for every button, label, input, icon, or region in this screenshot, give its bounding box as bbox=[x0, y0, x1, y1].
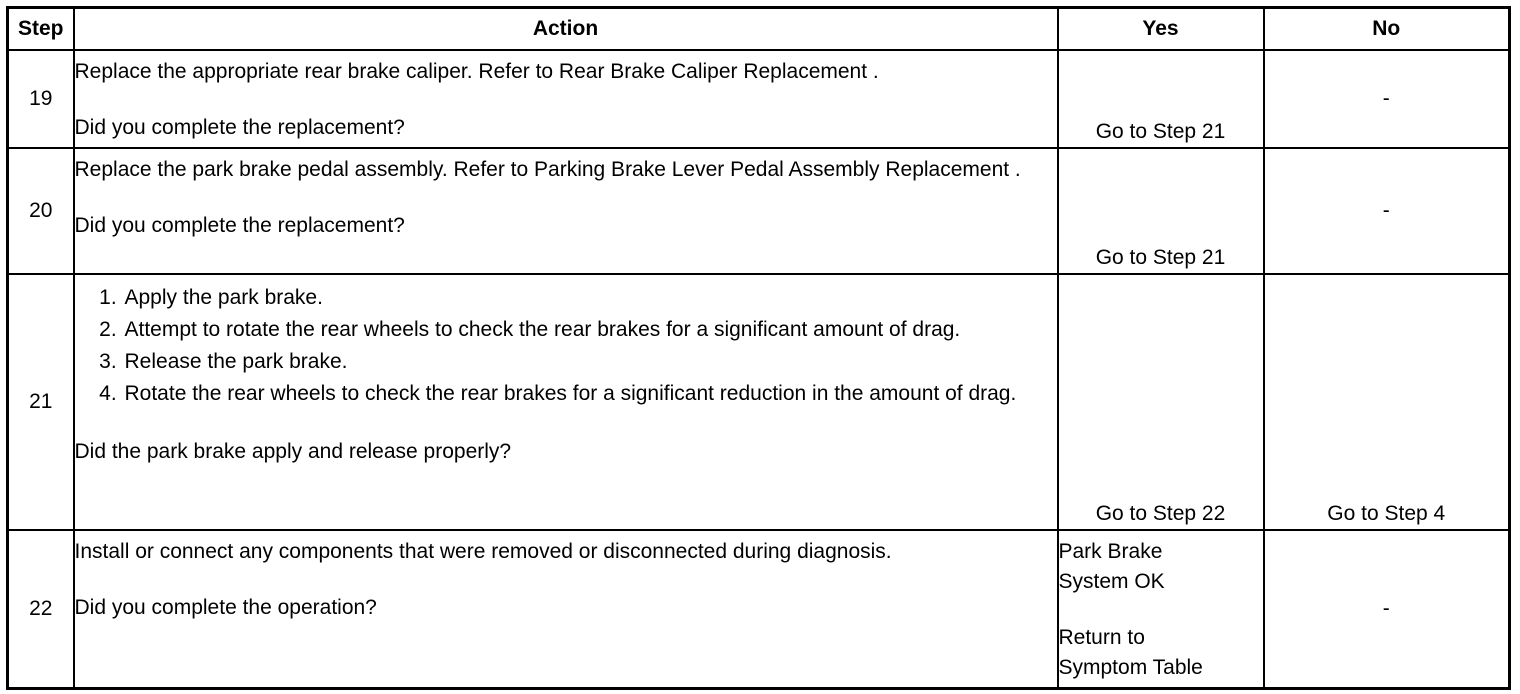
step-number: 22 bbox=[8, 530, 74, 689]
diagnostic-table bbox=[6, 6, 1511, 690]
procedure-list bbox=[75, 275, 1057, 409]
action-cell bbox=[74, 148, 1058, 274]
action-question: Did you complete the replacement? bbox=[74, 213, 405, 237]
action-question: Did the park brake apply and release properly? bbox=[74, 439, 512, 463]
no-cell: - bbox=[1264, 50, 1510, 148]
header-row bbox=[8, 8, 1510, 50]
list-item: 4. Rotate the rear wheels to check the rear brakes for a significant reduction in the amount of drag. bbox=[123, 379, 1057, 409]
yes-result: Park Brake System OK bbox=[1058, 539, 1165, 593]
step-number: 21 bbox=[8, 274, 74, 530]
action-cell bbox=[74, 530, 1058, 689]
yes-cell bbox=[1058, 530, 1264, 689]
action-cell bbox=[74, 50, 1058, 148]
table-row bbox=[8, 148, 1510, 274]
action-text: Replace the park brake pedal assembly. Refer to Parking Brake Lever Pedal Assembly Replacement . bbox=[74, 157, 1021, 181]
header-step: Step bbox=[8, 8, 74, 50]
table-row bbox=[8, 530, 1510, 689]
table-row bbox=[8, 274, 1510, 530]
no-cell: Go to Step 4 bbox=[1264, 274, 1510, 530]
action-question: Did you complete the replacement? bbox=[74, 115, 405, 139]
table-row bbox=[8, 50, 1510, 148]
no-cell: - bbox=[1264, 148, 1510, 274]
header-yes: Yes bbox=[1058, 8, 1264, 50]
yes-cell: Go to Step 22 bbox=[1058, 274, 1264, 530]
yes-next-action: Return to Symptom Table bbox=[1058, 625, 1203, 679]
yes-cell: Go to Step 21 bbox=[1058, 50, 1264, 148]
list-item: 3. Release the park brake. bbox=[123, 347, 1057, 377]
action-text: Replace the appropriate rear brake caliper. Refer to Rear Brake Caliper Replacement . bbox=[74, 59, 879, 83]
list-item: 1. Apply the park brake. bbox=[123, 283, 1057, 313]
yes-cell: Go to Step 21 bbox=[1058, 148, 1264, 274]
action-question: Did you complete the operation? bbox=[74, 595, 377, 619]
action-cell bbox=[74, 274, 1058, 530]
step-number: 20 bbox=[8, 148, 74, 274]
action-text: Install or connect any components that were removed or disconnected during diagnosis. bbox=[74, 539, 892, 563]
header-no: No bbox=[1264, 8, 1510, 50]
no-cell: - bbox=[1264, 530, 1510, 689]
list-item: 2. Attempt to rotate the rear wheels to check the rear brakes for a significant amount of drag. bbox=[123, 315, 1057, 345]
header-action: Action bbox=[74, 8, 1058, 50]
step-number: 19 bbox=[8, 50, 74, 148]
